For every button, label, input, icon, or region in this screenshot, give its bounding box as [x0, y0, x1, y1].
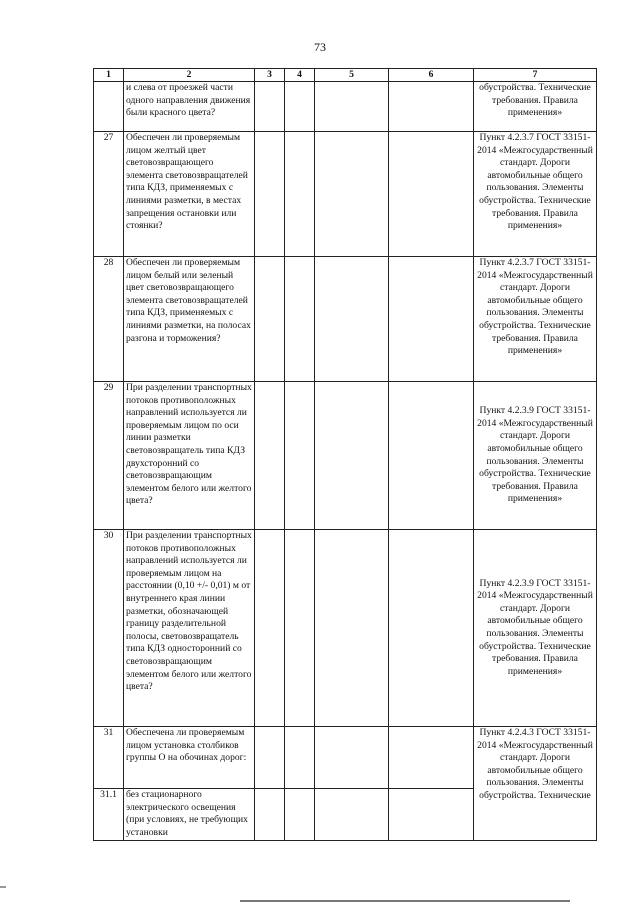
table-row [94, 257, 597, 382]
table-row [94, 82, 597, 132]
table-row [94, 382, 597, 530]
reference-text: обустройства. Технические требования. Правила применения» [474, 82, 597, 132]
empty-cell [315, 257, 389, 382]
question-text: Обеспечен ли проверяемым лицом желтый цвет световозвращающего элемента световозвращателей типа КДЗ, применяемых с линиями разметки, в местах запрещения остановки или стоянки? [124, 132, 255, 257]
empty-cell [285, 82, 315, 132]
empty-cell [315, 132, 389, 257]
reference-text: Пункт 4.2.3.9 ГОСТ 33151-2014 «Межгосударственный стандарт. Дороги автомобильные общего пользования. Элементы обустройства. Технические требования. Правила применения» [474, 382, 597, 530]
row-number: 28 [94, 257, 124, 382]
empty-cell [315, 530, 389, 727]
column-header: 7 [474, 69, 597, 82]
column-header: 5 [315, 69, 389, 82]
question-text: Обеспечен ли проверяемым лицом белый или зеленый цвет световозвращающего элемента световозвращателей типа КДЗ, применяемых с линиями разметки, на полосах разгона и торможения? [124, 257, 255, 382]
question-text: Обеспечена ли проверяемым лицом установка столбиков группы О на обочинах дорог: [124, 727, 255, 789]
empty-cell [285, 132, 315, 257]
column-header: 1 [94, 69, 124, 82]
empty-cell [389, 132, 474, 257]
empty-cell [315, 727, 389, 789]
table-row [94, 727, 597, 789]
row-number: 31 [94, 727, 124, 789]
empty-cell [255, 82, 285, 132]
empty-cell [285, 382, 315, 530]
row-number: 27 [94, 132, 124, 257]
empty-cell [315, 82, 389, 132]
column-header: 2 [124, 69, 255, 82]
empty-cell [389, 82, 474, 132]
empty-cell [285, 789, 315, 841]
reference-text: Пункт 4.2.3.7 ГОСТ 33151-2014 «Межгосударственный стандарт. Дороги автомобильные общего пользования. Элементы обустройства. Технические требования. Правила применения» [474, 257, 597, 382]
question-text: без стационарного электрического освещения (при условиях, не требующих установки [124, 789, 255, 841]
column-header: 3 [255, 69, 285, 82]
empty-cell [389, 530, 474, 727]
empty-cell [285, 727, 315, 789]
empty-cell [255, 727, 285, 789]
reference-text: Пункт 4.2.3.7 ГОСТ 33151-2014 «Межгосударственный стандарт. Дороги автомобильные общего пользования. Элементы обустройства. Технические требования. Правила применения» [474, 132, 597, 257]
column-header: 6 [389, 69, 474, 82]
row-number: 29 [94, 382, 124, 530]
empty-cell [255, 132, 285, 257]
reference-text: Пункт 4.2.4.3 ГОСТ 33151-2014 «Межгосударственный стандарт. Дороги автомобильные общего пользования. Элементы обустройства. Технические [474, 727, 597, 841]
empty-cell [285, 530, 315, 727]
table-row [94, 132, 597, 257]
scan-corner-mark [0, 886, 6, 888]
table-row [94, 530, 597, 727]
page-number: 73 [314, 40, 326, 54]
empty-cell [389, 789, 474, 841]
empty-cell [389, 727, 474, 789]
table-header-row [94, 69, 597, 82]
empty-cell [389, 257, 474, 382]
column-header: 4 [285, 69, 315, 82]
empty-cell [255, 789, 285, 841]
empty-cell [255, 530, 285, 727]
question-text: При разделении транспортных потоков противоположных направлений используется ли проверяемым лицом по оси линии разметки световозвращатель типа КДЗ двухсторонний со световозвращающим элементом белого или желтого цвета? [124, 382, 255, 530]
reference-text: Пункт 4.2.3.9 ГОСТ 33151-2014 «Межгосударственный стандарт. Дороги автомобильные общего пользования. Элементы обустройства. Технические требования. Правила применения» [474, 530, 597, 727]
empty-cell [315, 382, 389, 530]
row-number [94, 82, 124, 132]
empty-cell [255, 257, 285, 382]
question-text: и слева от проезжей части одного направления движения были красного цвета? [124, 82, 255, 132]
empty-cell [285, 257, 315, 382]
empty-cell [315, 789, 389, 841]
row-number: 30 [94, 530, 124, 727]
scan-edge-line [240, 900, 570, 902]
empty-cell [389, 382, 474, 530]
question-text: При разделении транспортных потоков противоположных направлений используется ли проверяемым лицом на расстоянии (0,10 +/- 0,01) м от внутреннего края линии разметки, обозначающей границу разделительной полосы, световозвращатель типа КДЗ односторонний со световозвращающим элементом белого или желтого цвета? [124, 530, 255, 727]
checklist-table [93, 68, 597, 841]
empty-cell [255, 382, 285, 530]
row-number: 31.1 [94, 789, 124, 841]
